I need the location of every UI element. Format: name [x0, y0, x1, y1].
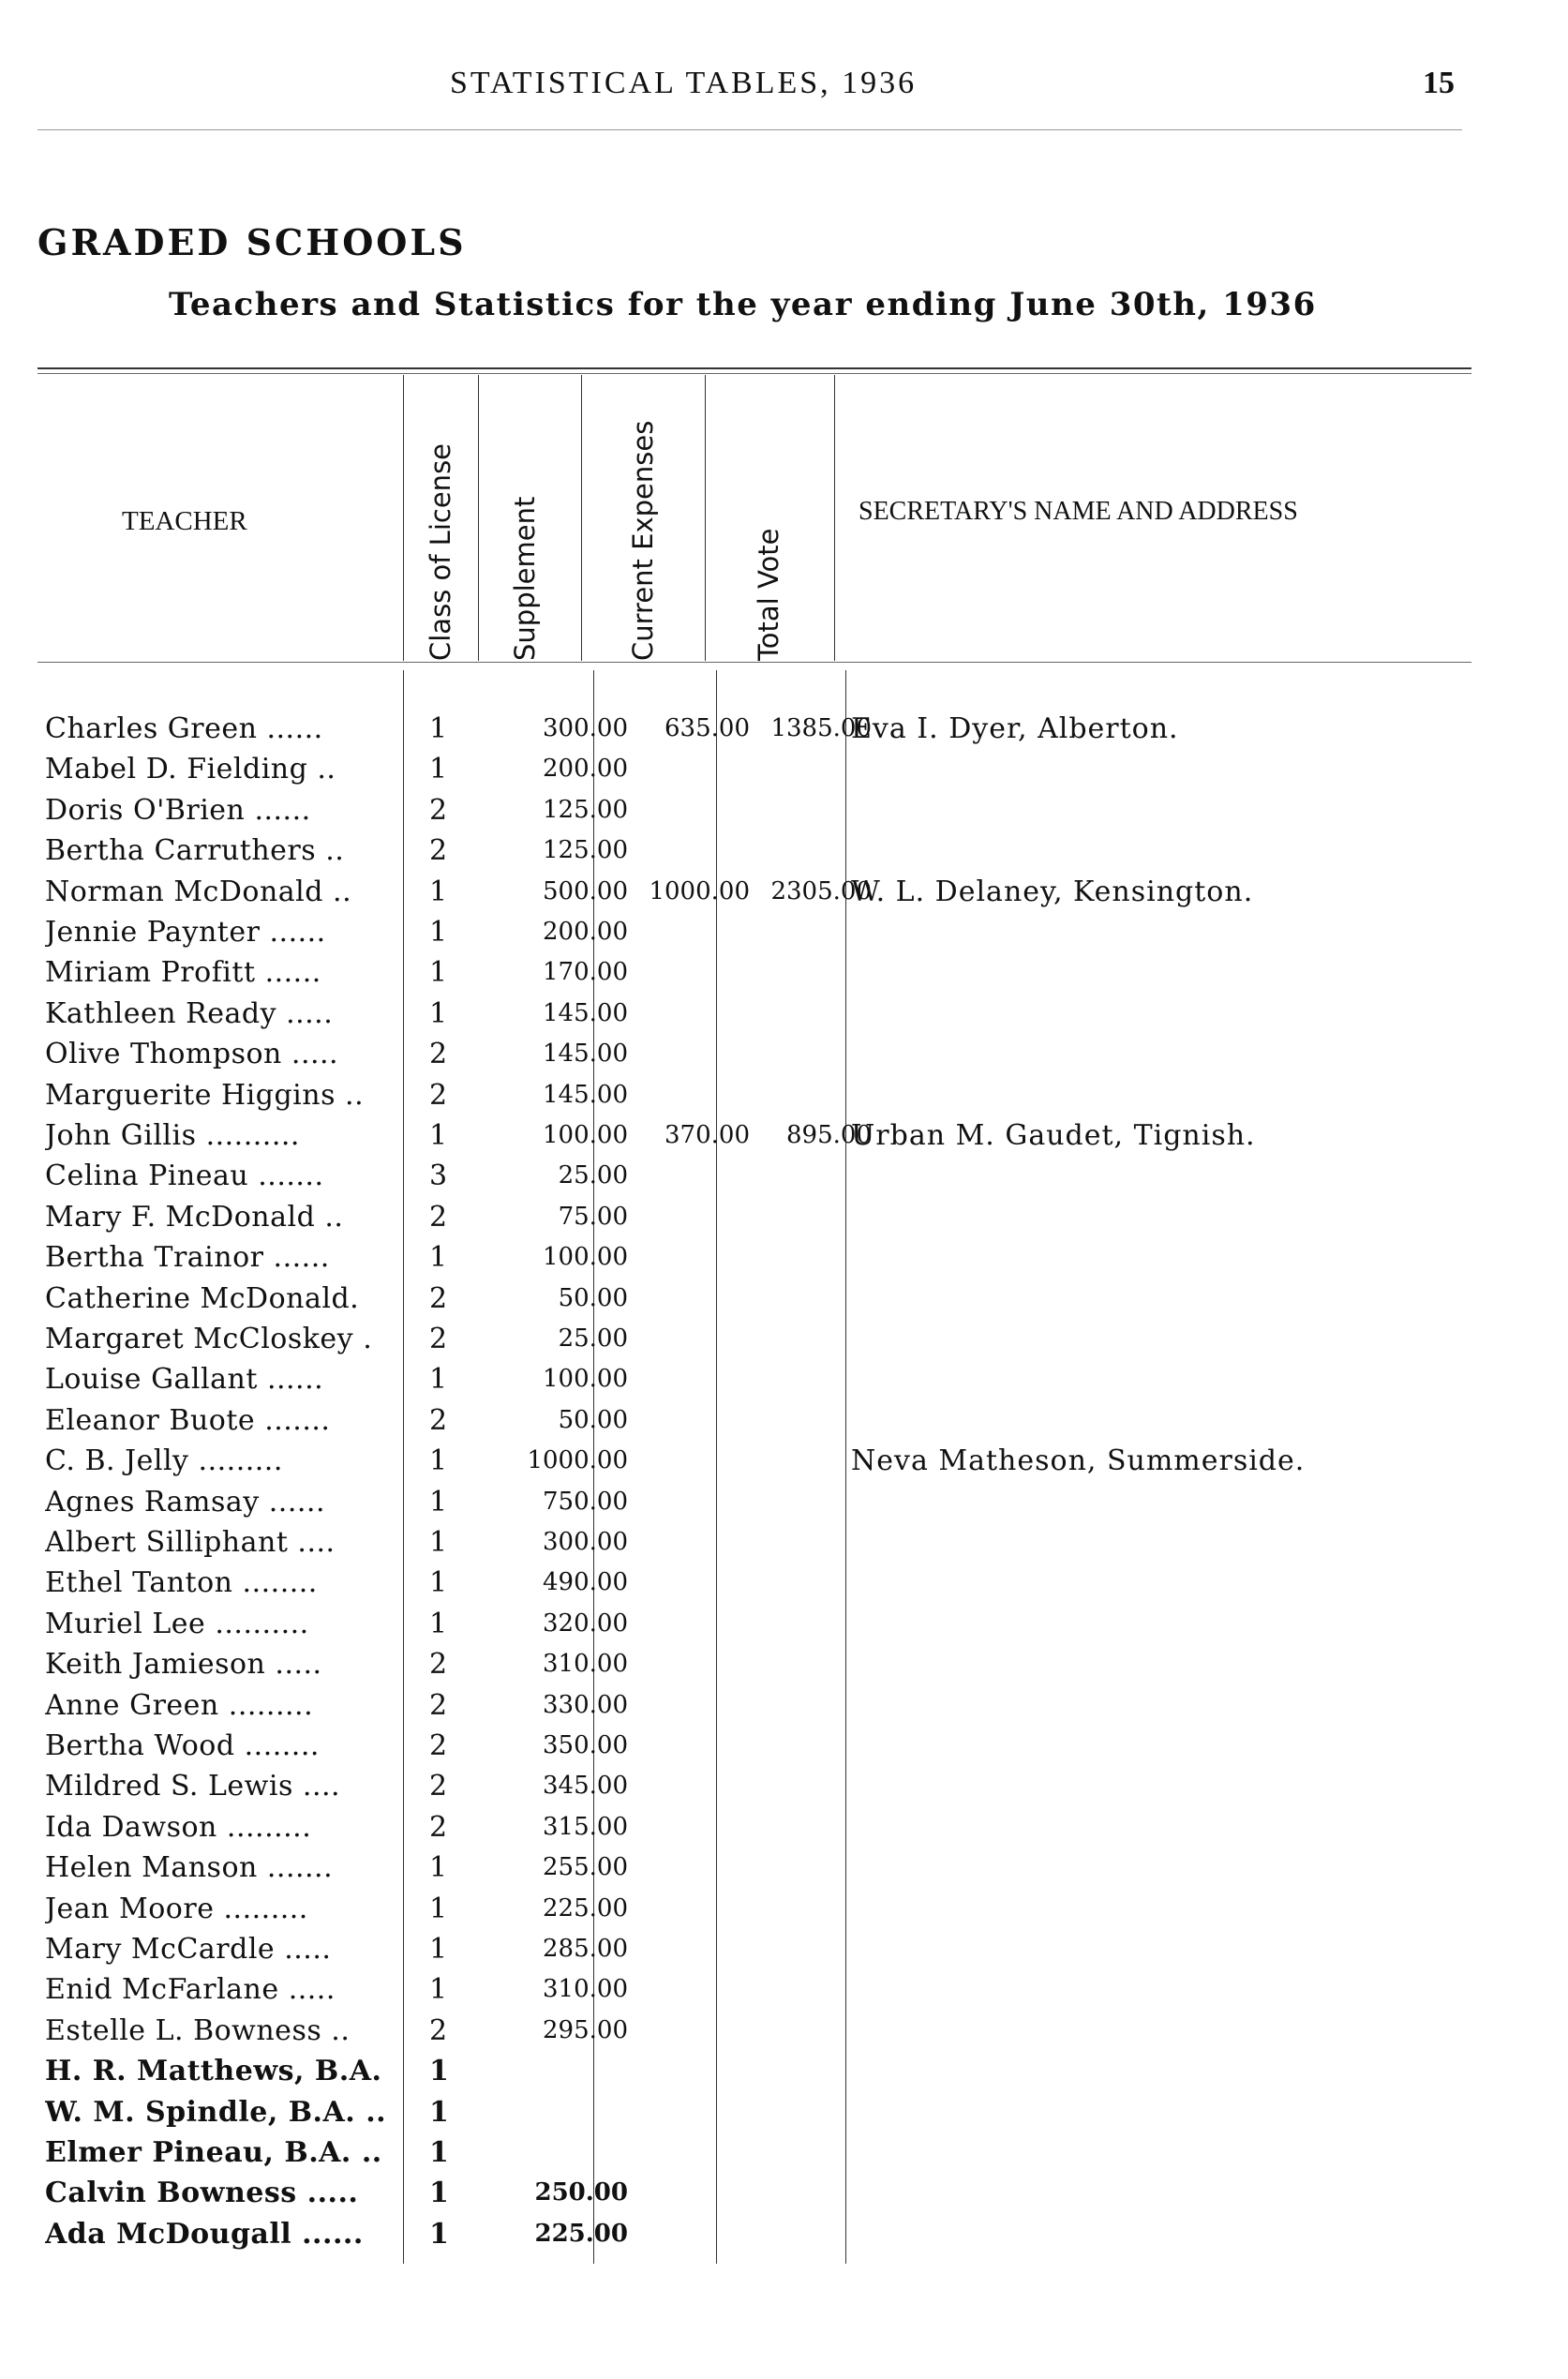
supplement-value: 125.00	[543, 836, 628, 865]
supplement-value: 285.00	[543, 1935, 628, 1963]
secretary-name-address: Eva I. Dyer, Alberton.	[851, 712, 1179, 745]
teacher-name-text: Olive Thompson	[45, 1038, 282, 1071]
teacher-name	[45, 952, 411, 993]
teacher-name	[45, 2132, 411, 2173]
table-row	[37, 1604, 1471, 1644]
teacher-name	[45, 1197, 411, 1237]
teacher-name-text: Elmer Pineau, B.A.	[45, 2136, 351, 2169]
leader-dots: ....	[297, 1526, 336, 1559]
supplement-value: 1000.00	[527, 1446, 628, 1475]
teacher-name-text: Ada McDougall	[45, 2217, 292, 2251]
teacher-name	[45, 2051, 411, 2091]
teacher-name	[45, 709, 411, 749]
teacher-name-text: Bertha Trainor	[45, 1241, 264, 1275]
running-title: STATISTICAL TABLES, 1936	[450, 66, 918, 100]
teacher-name-text: Marguerite Higgins	[45, 1078, 336, 1112]
supplement-value: 145.00	[543, 1080, 628, 1109]
leader-dots: .......	[264, 1403, 331, 1437]
total-vote-value: 1385.00	[770, 714, 872, 742]
header-column-divider	[705, 375, 706, 661]
table-row	[37, 1522, 1471, 1563]
table-row	[37, 912, 1471, 952]
class-of-license: 1	[429, 2055, 449, 2088]
class-of-license: 1	[429, 753, 448, 786]
class-of-license: 2	[429, 793, 448, 827]
class-of-license: 1	[429, 2095, 449, 2129]
class-of-license: 1	[429, 712, 448, 745]
class-of-license: 1	[429, 1566, 448, 1600]
table-row	[37, 1441, 1471, 1481]
supplement-value: 320.00	[543, 1608, 628, 1638]
leader-dots: ..	[345, 1078, 365, 1112]
supplement-value: 50.00	[558, 1283, 628, 1312]
class-of-license: 1	[429, 1607, 448, 1640]
leader-dots: .	[363, 1323, 373, 1355]
supplement-value: 300.00	[543, 1528, 628, 1556]
teacher-name	[45, 1563, 411, 1603]
teacher-name	[45, 1766, 411, 1806]
teacher-name-text: Bertha Carruthers	[45, 834, 317, 868]
supplement-value: 170.00	[543, 958, 628, 987]
class-of-license: 2	[429, 1729, 448, 1762]
secretary-name-address: Urban M. Gaudet, Tignish.	[851, 1119, 1256, 1152]
table-row	[37, 1726, 1471, 1766]
current-expenses-value: 370.00	[665, 1121, 750, 1149]
class-of-license: 1	[429, 1241, 448, 1275]
supplement-value: 225.00	[534, 2219, 628, 2248]
secretary-name-address: Neva Matheson, Summerside.	[851, 1444, 1306, 1478]
class-of-license: 1	[429, 2177, 449, 2210]
teacher-name-text: Mabel D. Fielding	[45, 753, 308, 786]
class-of-license: 1	[429, 996, 448, 1030]
leader-dots: .....	[291, 1038, 339, 1071]
leader-dots: .........	[198, 1444, 283, 1478]
class-of-license: 2	[429, 1648, 448, 1682]
class-of-license: 1	[429, 2136, 449, 2169]
table-top-rule-thin	[37, 373, 1471, 374]
teacher-name-text: Ethel Tanton	[45, 1566, 233, 1600]
teacher-name	[45, 872, 411, 912]
class-of-license: 2	[429, 1323, 448, 1355]
header-column-divider	[834, 375, 835, 661]
class-of-license: 1	[429, 1444, 448, 1478]
running-head	[0, 66, 1568, 122]
table-row	[37, 1889, 1471, 1929]
class-of-license: 1	[429, 1526, 448, 1559]
teacher-name	[45, 1726, 411, 1766]
class-of-license: 2	[429, 1688, 448, 1722]
class-of-license: 1	[429, 916, 448, 949]
leader-dots: ......	[269, 916, 326, 949]
supplement-value: 25.00	[558, 1161, 628, 1190]
table-row	[37, 2132, 1471, 2173]
supplement-value: 145.00	[543, 998, 628, 1027]
table-row	[37, 1115, 1471, 1156]
leader-dots: .....	[284, 1933, 332, 1966]
table-row	[37, 952, 1471, 993]
supplement-value: 100.00	[543, 1121, 628, 1149]
teacher-name-text: Helen Manson	[45, 1851, 258, 1885]
teacher-name-text: Catherine McDonald.	[45, 1281, 360, 1315]
leader-dots: .....	[288, 1973, 336, 2007]
table-row	[37, 1685, 1471, 1726]
table-row	[37, 1075, 1471, 1115]
class-of-license: 2	[429, 1810, 448, 1844]
teacher-name-text: Anne Green	[45, 1688, 219, 1722]
leader-dots: .....	[286, 996, 334, 1030]
table-row	[37, 749, 1471, 789]
leader-dots: .....	[275, 1648, 322, 1682]
teacher-name	[45, 1279, 411, 1319]
table-row	[37, 1197, 1471, 1237]
teacher-name	[45, 1034, 411, 1074]
teacher-name-text: Muriel Lee	[45, 1607, 206, 1640]
table-row	[37, 2092, 1471, 2132]
teacher-name	[45, 1807, 411, 1848]
table-row	[37, 1807, 1471, 1848]
class-of-license: 2	[429, 1038, 448, 1071]
teacher-name-text: C. B. Jelly	[45, 1444, 189, 1478]
table-row	[37, 709, 1471, 749]
secretary-name-address: W. L. Delaney, Kensington.	[851, 875, 1254, 908]
supplement-value: 250.00	[534, 2178, 628, 2207]
supplement-value: 50.00	[558, 1405, 628, 1434]
teacher-name	[45, 749, 411, 789]
teacher-name-text: Louise Gallant	[45, 1363, 258, 1397]
leader-dots: ........	[242, 1566, 318, 1600]
column-header-supplement: Supplement	[509, 496, 541, 661]
table-row	[37, 1482, 1471, 1522]
teacher-name-text: John Gillis	[45, 1119, 197, 1152]
supplement-value: 295.00	[543, 2015, 628, 2044]
teacher-name	[45, 994, 411, 1034]
teacher-name-text: Calvin Bowness	[45, 2177, 297, 2210]
teacher-name	[45, 2214, 411, 2254]
leader-dots: ..........	[205, 1119, 300, 1152]
total-vote-value: 2305.00	[770, 876, 872, 905]
teacher-name-text: Agnes Ramsay	[45, 1485, 260, 1519]
supplement-value: 315.00	[543, 1812, 628, 1841]
section-title: GRADED SCHOOLS	[37, 221, 467, 263]
class-of-license: 1	[429, 1973, 448, 2007]
leader-dots: ..	[366, 2095, 387, 2129]
leader-dots: ......	[266, 1363, 324, 1397]
table-row	[37, 994, 1471, 1034]
supplement-value: 75.00	[558, 1202, 628, 1231]
supplement-value: 25.00	[558, 1324, 628, 1353]
class-of-license: 2	[429, 2013, 448, 2047]
class-of-license: 1	[429, 1485, 448, 1519]
leader-dots: ..	[333, 875, 352, 908]
header-column-divider	[581, 375, 582, 661]
teacher-name-text: Charles Green	[45, 712, 258, 745]
teacher-name	[45, 1441, 411, 1481]
table-row	[37, 1848, 1471, 1888]
teacher-name	[45, 1156, 411, 1196]
table-row	[37, 1237, 1471, 1278]
column-header-total-vote: Total Vote	[753, 528, 784, 661]
class-of-license: 2	[429, 1403, 448, 1437]
table-row	[37, 830, 1471, 871]
table-row	[37, 872, 1471, 912]
teacher-name-text: Bertha Wood	[45, 1729, 235, 1762]
teacher-name-text: Margaret McCloskey	[45, 1323, 354, 1355]
leader-dots: ..	[317, 753, 336, 786]
leader-dots: .........	[223, 1892, 308, 1925]
teacher-name	[45, 1685, 411, 1726]
table-row	[37, 2051, 1471, 2091]
teacher-name	[45, 1237, 411, 1278]
teacher-name-text: Mary McCardle	[45, 1933, 276, 1966]
class-of-license: 1	[429, 1933, 448, 1966]
supplement-value: 145.00	[543, 1040, 628, 1069]
teacher-name-text: W. M. Spindle, B.A.	[45, 2095, 356, 2129]
teacher-name-text: Eleanor Buote	[45, 1403, 256, 1437]
table-top-rule	[37, 367, 1471, 369]
leader-dots: .........	[228, 1688, 314, 1722]
leader-dots: ..........	[215, 1607, 309, 1640]
teacher-name	[45, 2011, 411, 2051]
teacher-name-text: Estelle L. Bowness	[45, 2013, 322, 2047]
leader-dots: ..	[331, 2013, 351, 2047]
page-number: 15	[1423, 66, 1455, 100]
column-header-teacher: TEACHER	[122, 506, 247, 536]
table-row	[37, 1034, 1471, 1074]
table-row	[37, 1319, 1471, 1359]
class-of-license: 1	[429, 2217, 449, 2251]
leader-dots: ......	[264, 956, 321, 990]
teacher-name	[45, 1400, 411, 1441]
teacher-name-text: Celina Pineau	[45, 1160, 249, 1193]
leader-dots: ......	[302, 2217, 364, 2251]
leader-dots: ......	[266, 712, 323, 745]
teacher-name	[45, 1604, 411, 1644]
section-subtitle: Teachers and Statistics for the year ending June 30th, 1936	[169, 286, 1317, 323]
leader-dots: ......	[254, 793, 311, 827]
current-expenses-value: 1000.00	[649, 876, 750, 905]
teacher-name	[45, 1359, 411, 1399]
class-of-license: 1	[429, 1363, 448, 1397]
leader-dots: .......	[258, 1160, 324, 1193]
supplement-value: 750.00	[543, 1487, 628, 1516]
header-column-divider	[478, 375, 479, 661]
teacher-name-text: Ida Dawson	[45, 1810, 217, 1844]
supplement-value: 310.00	[543, 1650, 628, 1679]
teacher-name	[45, 790, 411, 830]
supplement-value: 300.00	[543, 714, 628, 742]
leader-dots: ..	[361, 2136, 382, 2169]
supplement-value: 125.00	[543, 795, 628, 824]
teacher-name	[45, 1075, 411, 1115]
class-of-license: 1	[429, 875, 448, 908]
supplement-value: 330.00	[543, 1690, 628, 1719]
teacher-name-text: Norman McDonald	[45, 875, 323, 908]
class-of-license: 2	[429, 1770, 448, 1803]
table-row	[37, 1969, 1471, 2010]
teacher-name-text: Mary F. McDonald	[45, 1200, 316, 1234]
supplement-value: 100.00	[543, 1243, 628, 1272]
teacher-name	[45, 1969, 411, 2010]
teacher-name	[45, 1115, 411, 1156]
teacher-name-text: Kathleen Ready	[45, 996, 277, 1030]
supplement-value: 310.00	[543, 1975, 628, 2004]
teacher-name	[45, 2173, 411, 2213]
teacher-name	[45, 1848, 411, 1888]
supplement-value: 350.00	[543, 1731, 628, 1759]
table-row	[37, 1929, 1471, 1969]
table-row	[37, 1156, 1471, 1196]
supplement-value: 345.00	[543, 1772, 628, 1801]
teacher-name	[45, 1929, 411, 1969]
supplement-value: 225.00	[543, 1893, 628, 1923]
leader-dots: ..	[325, 834, 345, 868]
class-of-license: 1	[429, 1851, 448, 1885]
class-of-license: 2	[429, 1281, 448, 1315]
teacher-name-text: Keith Jamieson	[45, 1648, 266, 1682]
teacher-name	[45, 2092, 411, 2132]
teacher-name-text: Miriam Profitt	[45, 956, 256, 990]
leader-dots: ........	[244, 1729, 320, 1762]
table-row	[37, 1644, 1471, 1684]
class-of-license: 2	[429, 834, 448, 868]
class-of-license: 2	[429, 1078, 448, 1112]
table-row	[37, 1359, 1471, 1399]
teacher-name	[45, 1889, 411, 1929]
supplement-value: 490.00	[543, 1568, 628, 1597]
header-bottom-rule	[37, 662, 1471, 663]
leader-dots: ......	[273, 1241, 330, 1275]
total-vote-value: 895.00	[786, 1121, 872, 1149]
table-row	[37, 1400, 1471, 1441]
class-of-license: 3	[429, 1160, 448, 1193]
teacher-name	[45, 1482, 411, 1522]
supplement-value: 500.00	[543, 876, 628, 905]
class-of-license: 1	[429, 1892, 448, 1925]
table-row	[37, 2011, 1471, 2051]
table-row	[37, 1563, 1471, 1603]
table-row	[37, 1279, 1471, 1319]
table-row	[37, 790, 1471, 830]
supplement-value: 200.00	[543, 755, 628, 784]
column-header-secretary: SECRETARY'S NAME AND ADDRESS	[859, 497, 1298, 526]
teacher-name	[45, 1522, 411, 1563]
leader-dots: .......	[266, 1851, 334, 1885]
leader-dots: .........	[226, 1810, 312, 1844]
class-of-license: 2	[429, 1200, 448, 1234]
supplement-value: 255.00	[543, 1853, 628, 1882]
table-row	[37, 2173, 1471, 2213]
class-of-license: 1	[429, 956, 448, 990]
teacher-name	[45, 830, 411, 871]
teacher-name-text: Enid McFarlane	[45, 1973, 279, 2007]
table-row	[37, 2214, 1471, 2254]
teacher-name-text: Jennie Paynter	[45, 916, 261, 949]
leader-dots: .....	[306, 2177, 359, 2210]
supplement-value: 100.00	[543, 1365, 628, 1394]
teacher-name	[45, 1644, 411, 1684]
header-column-divider	[403, 375, 404, 661]
leader-dots: ....	[302, 1770, 341, 1803]
class-of-license: 1	[429, 1119, 448, 1152]
current-expenses-value: 635.00	[665, 714, 750, 742]
teacher-name-text: Albert Silliphant	[45, 1526, 289, 1559]
teacher-name-text: Mildred S. Lewis	[45, 1770, 293, 1803]
table-row	[37, 1766, 1471, 1806]
teacher-name-text: Jean Moore	[45, 1892, 215, 1925]
supplement-value: 200.00	[543, 918, 628, 946]
leader-dots: ......	[268, 1485, 325, 1519]
column-header-current-expenses: Current Expenses	[627, 420, 659, 661]
teacher-name	[45, 1319, 411, 1359]
leader-dots: ..	[324, 1200, 344, 1234]
teacher-name	[45, 912, 411, 952]
teacher-name-text: H. R. Matthews, B.A.	[45, 2055, 382, 2088]
column-header-class-of-license: Class of License	[425, 442, 456, 661]
teacher-name-text: Doris O'Brien	[45, 793, 246, 827]
header-divider	[37, 129, 1462, 130]
